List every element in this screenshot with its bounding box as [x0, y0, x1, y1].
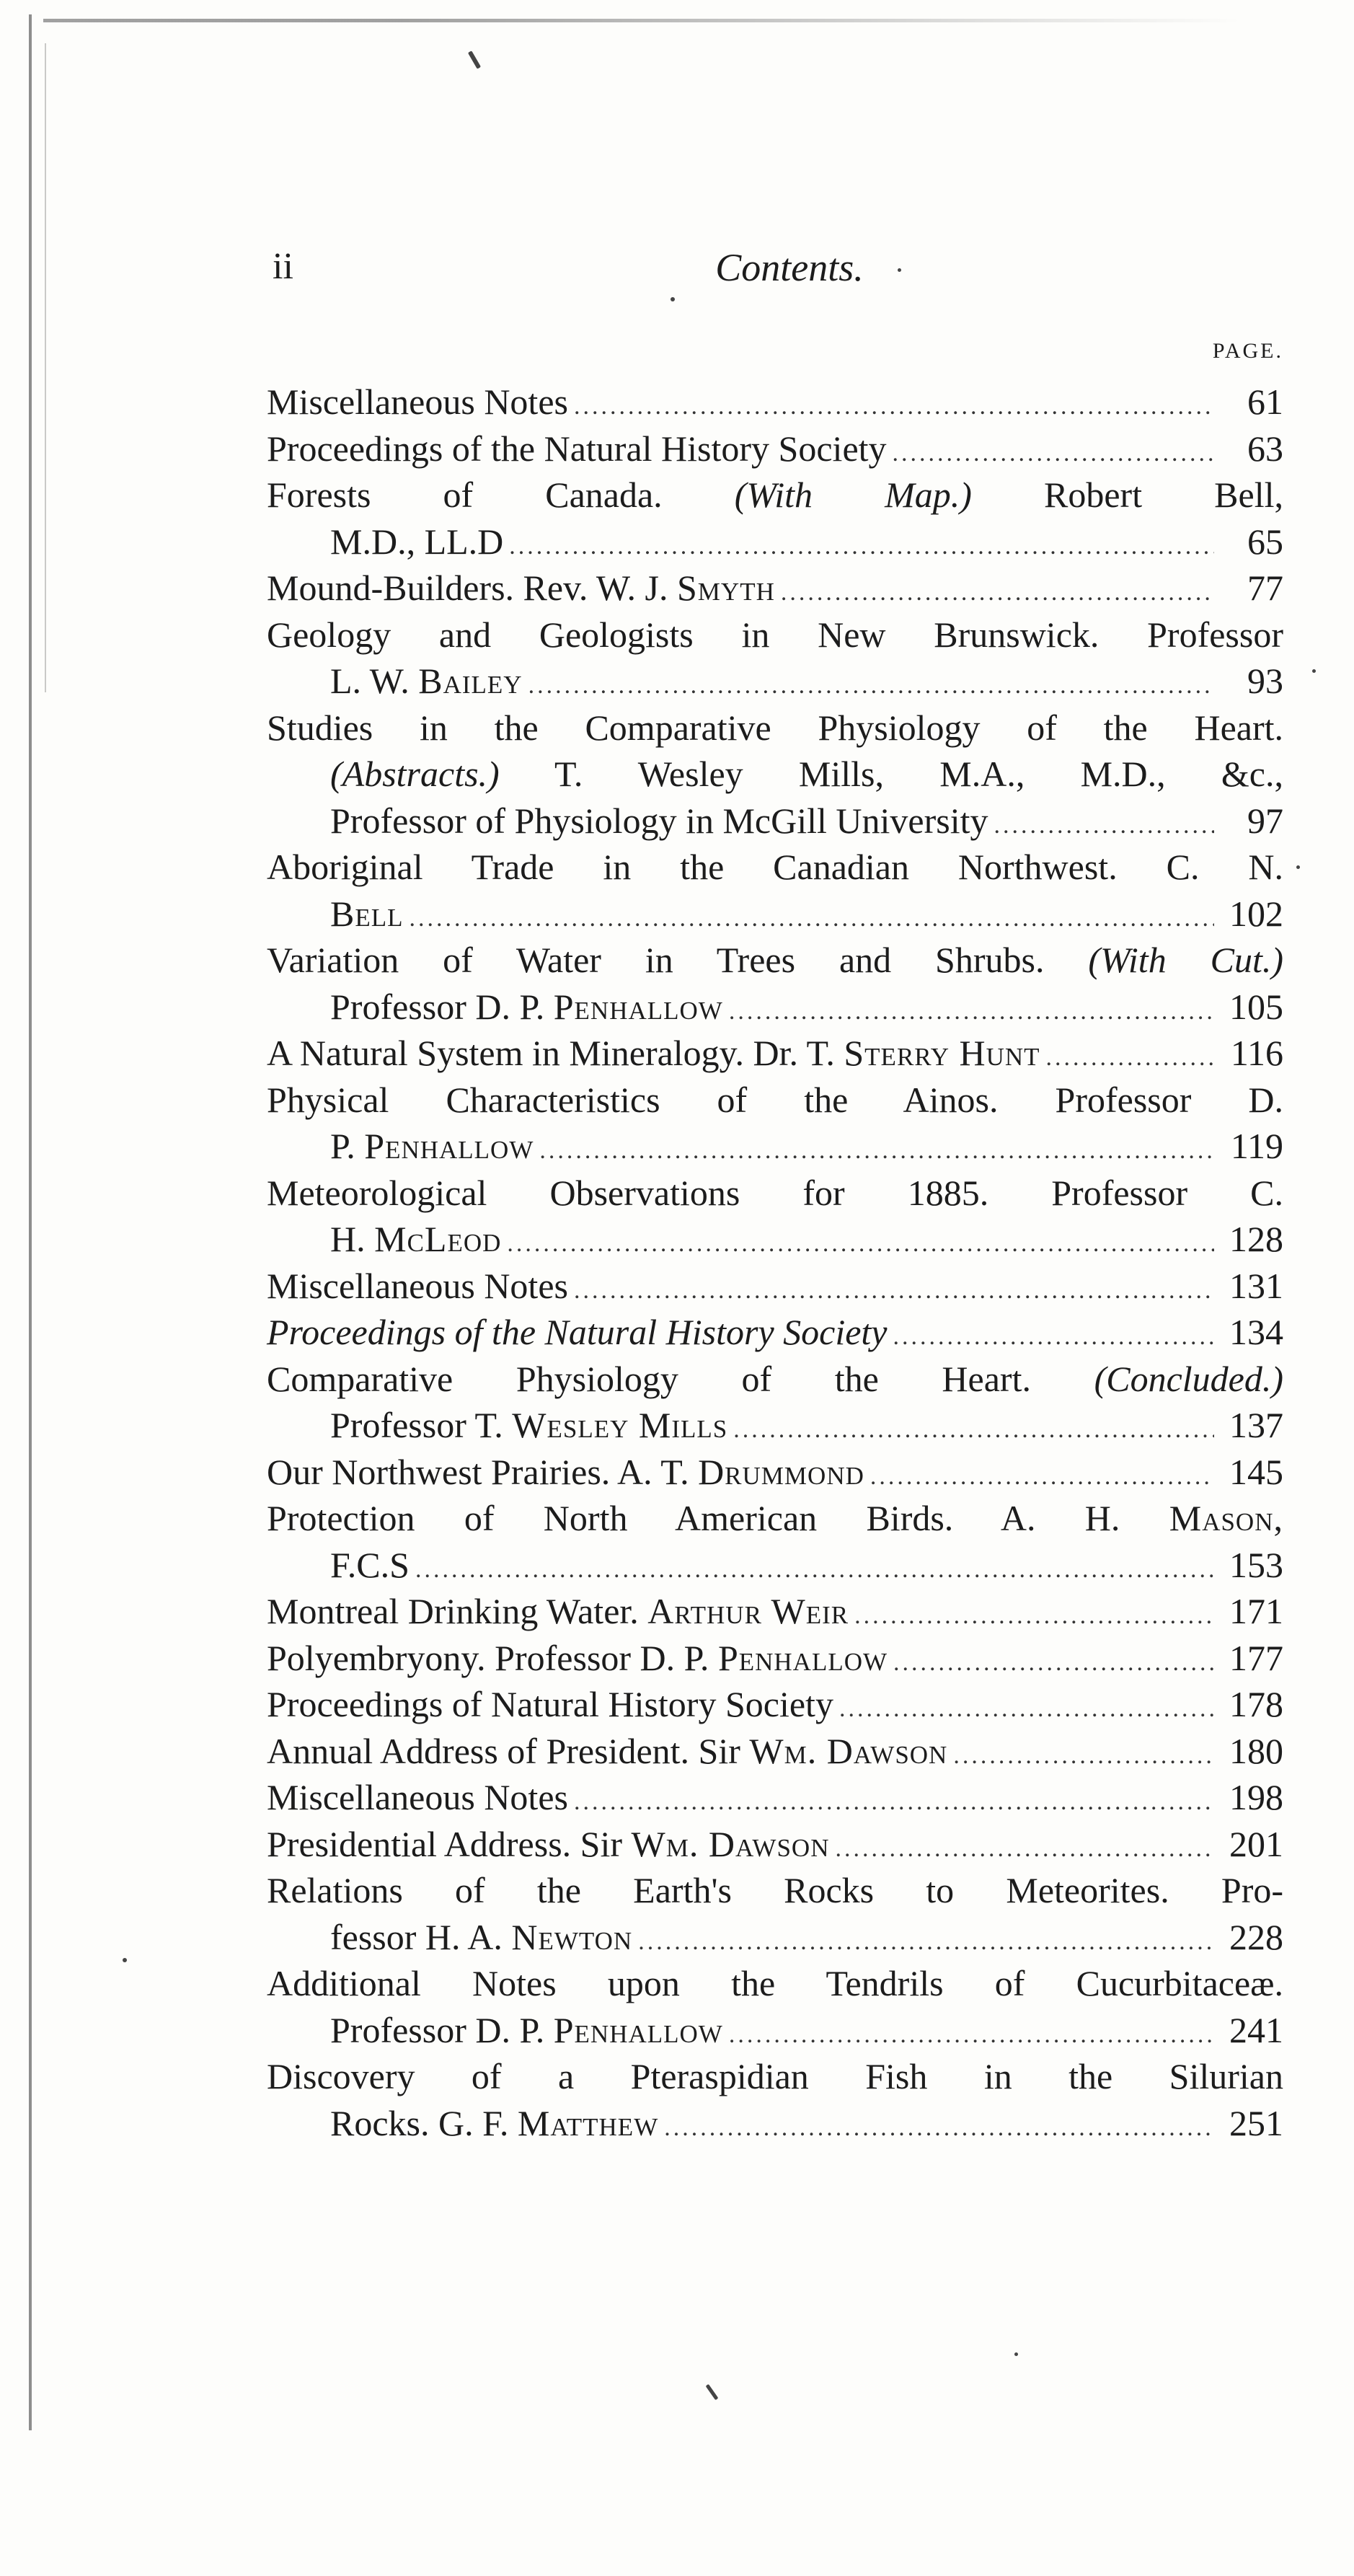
title-text: Polyembryony. Professor D. P.: [267, 1637, 718, 1678]
entry-title: [330, 1402, 727, 1449]
toc-entry: [267, 1821, 1283, 1868]
dot-leader: [953, 1728, 1214, 1780]
page-number: 180: [1229, 1730, 1283, 1771]
page-number: 116: [1230, 1033, 1283, 1073]
author-name: Wm. Dawson: [749, 1730, 948, 1771]
toc-entry-line: [267, 2100, 1283, 2147]
toc-entry-line: [267, 658, 1283, 705]
toc-entry: [267, 1960, 1283, 2053]
page-number: 93: [1247, 661, 1283, 701]
page-number: 198: [1229, 1777, 1283, 1817]
entry-title: [330, 1216, 501, 1263]
italic-note: (With Cut.): [1088, 940, 1283, 980]
title-text: L. W.: [330, 661, 419, 701]
title-text: A Natural System in Mineralogy. Dr. T.: [267, 1033, 844, 1073]
title-text: Additional Notes upon the Tendrils of Cucurbitaceæ.: [267, 1963, 1283, 2003]
dot-leader: [509, 519, 1214, 570]
page-number: 153: [1229, 1544, 1283, 1585]
title-text: Montreal Drinking Water.: [267, 1591, 648, 1631]
toc-entry-line: [267, 1449, 1283, 1496]
page-number: 128: [1229, 1219, 1283, 1259]
dot-leader: [839, 1681, 1214, 1733]
author-name: Arthur Weir: [647, 1591, 849, 1631]
title-text: T. Wesley Mills, M.A., M.D., &c.,: [499, 754, 1283, 794]
entry-title: [330, 2100, 658, 2147]
entry-title: [267, 1588, 849, 1635]
title-text: Presidential Address. Sir: [267, 1823, 632, 1864]
dot-leader: [893, 425, 1214, 477]
toc-entry: [267, 565, 1283, 612]
dot-leader: [729, 2007, 1214, 2059]
page-number: 177: [1229, 1637, 1283, 1678]
dot-leader: [1046, 1030, 1214, 1082]
dot-leader: [410, 891, 1215, 943]
toc-entry-line: [267, 1588, 1283, 1635]
title-text: Our Northwest Prairies. A. T.: [267, 1451, 699, 1492]
entry-title: [267, 705, 1283, 751]
entry-title: [330, 984, 723, 1031]
toc-entry-line: [267, 984, 1283, 1031]
toc-entry-line: [267, 1542, 1283, 1589]
print-speck: [1312, 669, 1316, 673]
entry-title: [267, 844, 1283, 891]
title-text: Protection of North American Birds. A. H.: [267, 1498, 1169, 1538]
page-number: 201: [1229, 1823, 1283, 1864]
page-number: 119: [1230, 1126, 1283, 1166]
entry-title: [267, 1263, 568, 1310]
dot-leader: [870, 1449, 1214, 1501]
dot-leader: [781, 565, 1214, 617]
author-name: Bell: [330, 893, 404, 934]
toc-entry-line: [267, 1821, 1283, 1868]
entry-title: [267, 1170, 1283, 1217]
page-number: 61: [1247, 381, 1283, 422]
italic-note: (Concluded.): [1094, 1358, 1283, 1399]
toc-entry: [267, 1588, 1283, 1635]
toc-entry-line: [267, 751, 1283, 798]
author-name: Smyth: [677, 568, 775, 608]
page-number: 241: [1229, 2009, 1283, 2050]
toc-entry: [267, 705, 1283, 844]
page-number: 63: [1247, 428, 1283, 469]
author-name: Penhallow: [717, 1637, 888, 1678]
toc-entry-line: [267, 844, 1283, 891]
page-column-label: PAGE.: [1212, 339, 1283, 363]
title-text: Comparative Physiology of the Heart.: [267, 1358, 1094, 1399]
toc-entry-line: [267, 937, 1283, 984]
toc-entry-line: [267, 1309, 1283, 1356]
title-text: Geology and Geologists in New Brunswick. Professor: [267, 614, 1283, 655]
dot-leader: [574, 1263, 1214, 1315]
toc-entry-line: [267, 1635, 1283, 1682]
toc-entry: [267, 1681, 1283, 1728]
toc-entry-line: [267, 1356, 1283, 1403]
entry-title: [330, 891, 404, 938]
toc-entry: [267, 472, 1283, 565]
entry-title: [330, 519, 503, 565]
author-name: Penhallow: [364, 1126, 534, 1166]
dot-leader: [664, 2100, 1214, 2152]
entry-title: [330, 2007, 723, 2054]
page-number: 97: [1247, 800, 1283, 841]
toc-entry: [267, 1170, 1283, 1263]
author-name: Sterry Hunt: [844, 1033, 1040, 1073]
entry-title: [267, 1960, 1283, 2007]
toc-entry-line: [267, 1960, 1283, 2007]
page-number: 105: [1229, 986, 1283, 1027]
entry-title: [267, 1309, 888, 1356]
print-speck: [468, 50, 481, 69]
toc-entry-line: [267, 1077, 1283, 1124]
title-text: H.: [330, 1219, 375, 1259]
toc-entry-line: [267, 1030, 1283, 1077]
entry-title: [267, 1495, 1283, 1542]
entry-title: [267, 937, 1283, 984]
author-name: Mason,: [1169, 1498, 1283, 1538]
toc-entry: [267, 612, 1283, 705]
italic-note: Proceedings of the Natural History Society: [267, 1312, 888, 1352]
toc-entry: [267, 1449, 1283, 1496]
author-name: Penhallow: [553, 986, 723, 1027]
toc-entry-line: [267, 705, 1283, 751]
toc-entry: [267, 379, 1283, 425]
title-text: Variation of Water in Trees and Shrubs.: [267, 940, 1089, 980]
title-text: Professor D. P.: [330, 2009, 554, 2050]
entry-title: [267, 1030, 1040, 1077]
entry-title: [267, 1821, 829, 1868]
page-number: 102: [1229, 893, 1283, 934]
toc-entry: [267, 1774, 1283, 1821]
dot-leader: [638, 1914, 1214, 1966]
entry-title: [267, 1681, 833, 1728]
toc-entry-line: [267, 1123, 1283, 1170]
dot-leader: [893, 1309, 1215, 1361]
toc-entry-line: [267, 1914, 1283, 1961]
entry-title: [267, 2053, 1283, 2100]
toc-entry-line: [267, 798, 1283, 844]
title-text: Miscellaneous Notes: [267, 1265, 568, 1306]
toc-entry: [267, 2053, 1283, 2146]
toc-entry-line: [267, 1170, 1283, 1217]
title-text: Meteorological Observations for 1885. Professor C.: [267, 1172, 1283, 1213]
toc-entry-line: [267, 612, 1283, 658]
dot-leader: [835, 1821, 1214, 1873]
dot-leader: [507, 1216, 1214, 1268]
toc-entry-line: [267, 891, 1283, 938]
title-text: P.: [330, 1126, 365, 1166]
toc-entry-line: [267, 379, 1283, 425]
title-text: Professor D. P.: [330, 986, 554, 1027]
toc-entry-line: [267, 519, 1283, 565]
toc-entry-line: [267, 1867, 1283, 1914]
toc-entry: [267, 1263, 1283, 1310]
dot-leader: [994, 798, 1214, 850]
title-text: fessor H. A.: [330, 1916, 512, 1957]
toc-entry: [267, 425, 1283, 472]
title-text: Robert Bell,: [971, 475, 1283, 515]
italic-note: (Abstracts.): [330, 754, 500, 794]
table-of-contents: [267, 379, 1283, 2146]
toc-entry-line: [267, 1728, 1283, 1775]
toc-entry: [267, 1495, 1283, 1588]
page-number: 65: [1247, 521, 1283, 562]
title-text: F.C.S: [330, 1544, 410, 1585]
page-header: [267, 245, 1283, 303]
page-number: 251: [1229, 2102, 1283, 2143]
toc-entry: [267, 1030, 1283, 1077]
page-number: 77: [1247, 568, 1283, 608]
running-title: Contents.: [715, 246, 864, 289]
entry-title: [267, 1635, 888, 1682]
toc-entry-line: [267, 1681, 1283, 1728]
italic-note: (With Map.): [734, 475, 972, 515]
page-number: 171: [1229, 1591, 1283, 1631]
title-text: Proceedings of the Natural History Society: [267, 428, 887, 469]
dot-leader: [574, 379, 1214, 431]
print-speck: [1296, 865, 1300, 869]
toc-entry: [267, 1309, 1283, 1356]
entry-title: [330, 798, 988, 844]
entry-title: [330, 658, 523, 705]
toc-entry: [267, 1635, 1283, 1682]
entry-title: [267, 612, 1283, 658]
page-number: 145: [1229, 1451, 1283, 1492]
binding-edge-line: [29, 14, 32, 2430]
entry-title: [267, 1728, 947, 1775]
title-text: Aboriginal Trade in the Canadian Northwest. C. N.: [267, 847, 1283, 887]
entry-title: [267, 1356, 1283, 1403]
toc-entry-line: [267, 1495, 1283, 1542]
title-text: Miscellaneous Notes: [267, 381, 568, 422]
dot-leader: [854, 1588, 1214, 1640]
title-text: Physical Characteristics of the Ainos. Professor D.: [267, 1079, 1283, 1120]
toc-entry: [267, 1356, 1283, 1449]
entry-title: [267, 565, 775, 612]
toc-entry-line: [267, 1263, 1283, 1310]
title-text: Rocks. G. F.: [330, 2102, 518, 2143]
author-name: Wesley Mills: [512, 1405, 728, 1445]
toc-entry: [267, 1077, 1283, 1170]
toc-entry-line: [267, 1402, 1283, 1449]
dot-leader: [733, 1402, 1214, 1454]
title-text: Mound-Builders. Rev. W. J.: [267, 568, 677, 608]
toc-entry: [267, 937, 1283, 1030]
toc-entry-line: [267, 2053, 1283, 2100]
page-top-rule: [43, 19, 1240, 22]
author-name: Drummond: [698, 1451, 864, 1492]
entry-title: [267, 1449, 864, 1496]
dot-leader: [528, 658, 1214, 710]
title-text: Relations of the Earth's Rocks to Meteorites. Pro-: [267, 1870, 1283, 1910]
folio-number: ii: [273, 246, 293, 287]
author-name: Wm. Dawson: [631, 1823, 830, 1864]
dot-leader: [729, 984, 1214, 1036]
entry-title: [330, 1914, 632, 1961]
toc-entry-line: [267, 565, 1283, 612]
print-speck: [706, 2384, 719, 2401]
toc-entry: [267, 1867, 1283, 1960]
toc-entry-line: [267, 1774, 1283, 1821]
binding-edge-line-secondary: [45, 43, 46, 692]
entry-title: [267, 1774, 568, 1821]
dot-leader: [574, 1774, 1214, 1826]
title-text: Miscellaneous Notes: [267, 1777, 568, 1817]
print-speck: [1014, 2352, 1018, 2356]
entry-title: [267, 1077, 1283, 1124]
entry-title: [267, 425, 887, 472]
print-speck: [123, 1958, 127, 1962]
page-number: 178: [1229, 1684, 1283, 1724]
dot-leader: [539, 1123, 1214, 1175]
title-text: M.D., LL.D: [330, 521, 504, 562]
title-text: Forests of Canada.: [267, 475, 735, 515]
dot-leader: [893, 1635, 1214, 1687]
toc-entry-line: [267, 1216, 1283, 1263]
page-number: 131: [1229, 1265, 1283, 1306]
title-text: Proceedings of Natural History Society: [267, 1684, 833, 1724]
entry-title: [267, 472, 1283, 519]
entry-title: [267, 1867, 1283, 1914]
entry-title: [330, 751, 1283, 798]
author-name: Newton: [511, 1916, 633, 1957]
author-name: Matthew: [517, 2102, 659, 2143]
toc-entry-line: [267, 425, 1283, 472]
toc-entry-line: [267, 2007, 1283, 2054]
dot-leader: [415, 1542, 1214, 1594]
title-text: Professor of Physiology in McGill University: [330, 800, 988, 841]
title-text: Annual Address of President. Sir: [267, 1730, 750, 1771]
page-number: 228: [1229, 1916, 1283, 1957]
toc-entry: [267, 1728, 1283, 1775]
entry-title: [330, 1542, 410, 1589]
author-name: McLeod: [374, 1219, 502, 1259]
entry-title: [330, 1123, 534, 1170]
page-number: 134: [1229, 1312, 1283, 1352]
title-text: Professor T.: [330, 1405, 513, 1445]
author-name: Bailey: [418, 661, 523, 701]
author-name: Penhallow: [553, 2009, 723, 2050]
page-number: 137: [1229, 1405, 1283, 1445]
toc-entry: [267, 844, 1283, 937]
toc-entry-line: [267, 472, 1283, 519]
title-text: Studies in the Comparative Physiology of the Heart.: [267, 707, 1283, 748]
entry-title: [267, 379, 568, 425]
title-text: Discovery of a Pteraspidian Fish in the Silurian: [267, 2056, 1283, 2096]
